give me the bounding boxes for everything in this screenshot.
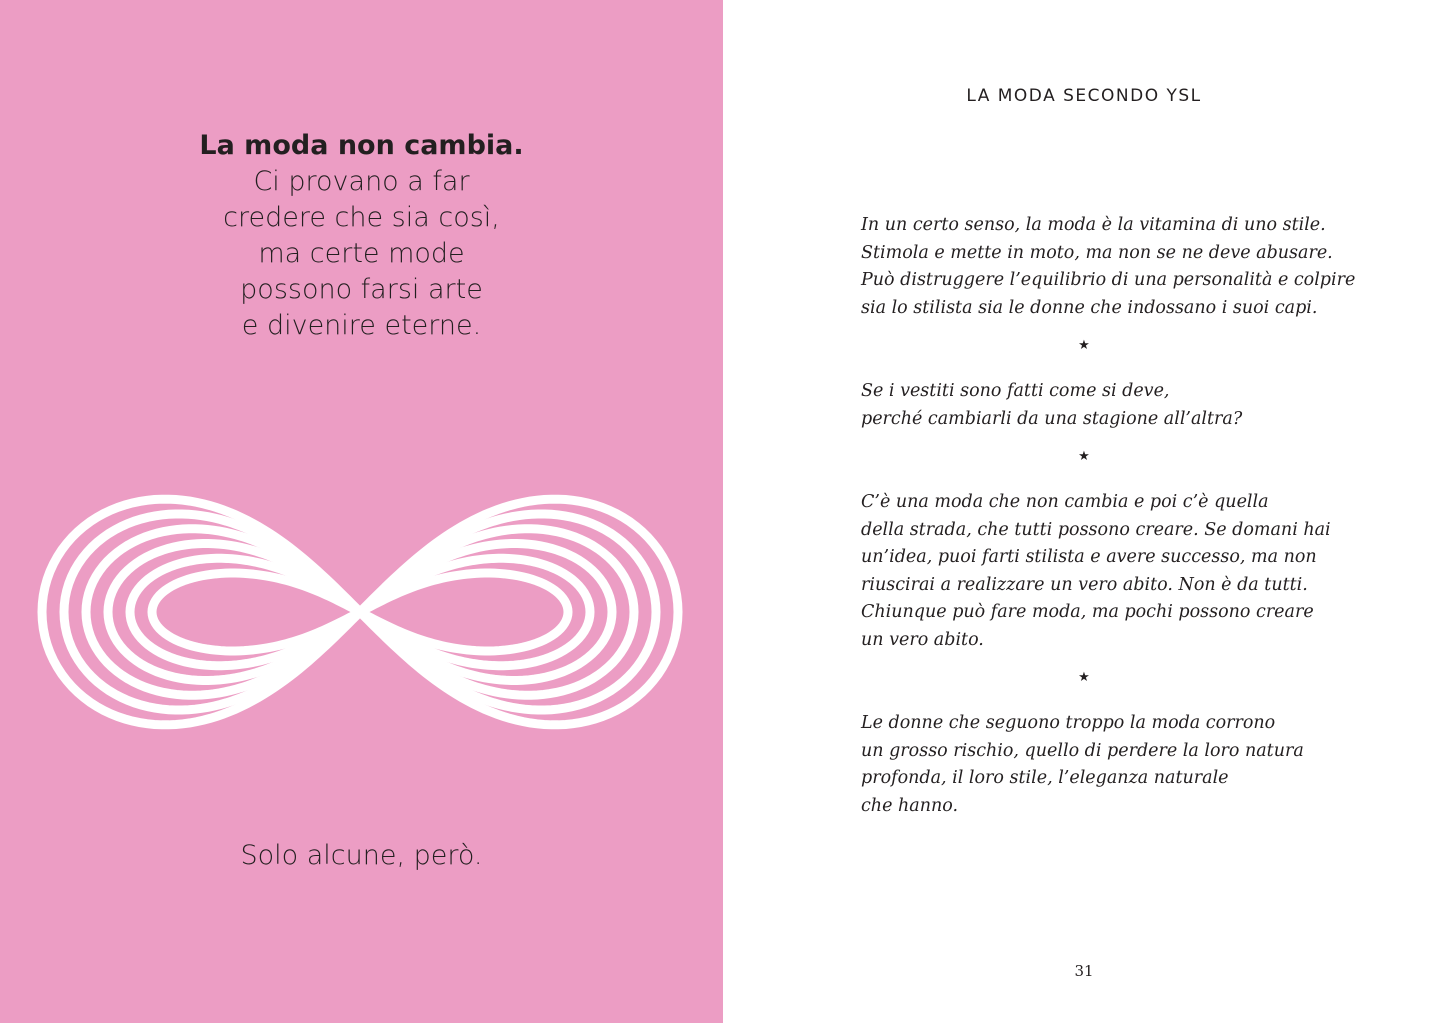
star-separator: ★ (1078, 449, 1090, 464)
text-line: perché cambiarli da una stagione all’altra? (861, 408, 1243, 429)
quote-line: credere che sia così, (223, 202, 500, 233)
page-number: 31 (1074, 962, 1094, 980)
paragraph (861, 378, 1331, 433)
closing-line: Solo alcune, però. (240, 840, 483, 871)
right-page (723, 0, 1445, 1023)
paragraph (861, 489, 1331, 654)
text-line: un’idea, puoi farti stilista e avere successo, ma non (861, 547, 1317, 567)
paragraph (861, 212, 1356, 322)
text-line: Può distruggere l’equilibrio di una personalità e colpire (861, 270, 1356, 290)
text-line: profonda, il loro stile, l’eleganza naturale (861, 768, 1229, 788)
infinity-ring (152, 573, 568, 651)
quote-line: possono farsi arte (240, 274, 483, 305)
quote-line: e divenire eterne. (241, 310, 482, 341)
text-line: Stimola e mette in moto, ma non se ne deve abusare. (861, 242, 1333, 263)
paragraph (861, 710, 1331, 820)
text-line: Se i vestiti sono fatti come si deve, (861, 381, 1170, 401)
text-line: della strada, che tutti possono creare. Se domani hai (861, 519, 1331, 540)
star-separator: ★ (1078, 338, 1090, 353)
quote-line: Ci provano a far (253, 166, 470, 197)
text-line: sia lo stilista sia le donne che indossano i suoi capi. (861, 297, 1318, 318)
running-head: LA MODA SECONDO YSL (966, 86, 1202, 106)
text-line: un vero abito. (861, 629, 984, 650)
quote (0, 128, 723, 344)
quote-line: ma certe mode (258, 238, 465, 269)
text-line: un grosso rischio, quello di perdere la loro natura (861, 740, 1304, 761)
infinity-symbol-icon (30, 430, 690, 800)
text-line: Chiunque può fare moda, ma pochi possono creare (861, 602, 1314, 622)
text-line: che hanno. (861, 795, 959, 816)
star-separator: ★ (1078, 670, 1090, 685)
quote-heading: La moda non cambia. (199, 130, 524, 161)
text-line: riuscirai a realizzare un vero abito. Non è da tutti. (861, 574, 1308, 595)
text-line: In un certo senso, la moda è la vitamina di uno stile. (861, 215, 1326, 235)
text-line: Le donne che seguono troppo la moda corrono (861, 713, 1276, 733)
text-line: C’è una moda che non cambia e poi c’è quella (861, 492, 1269, 512)
